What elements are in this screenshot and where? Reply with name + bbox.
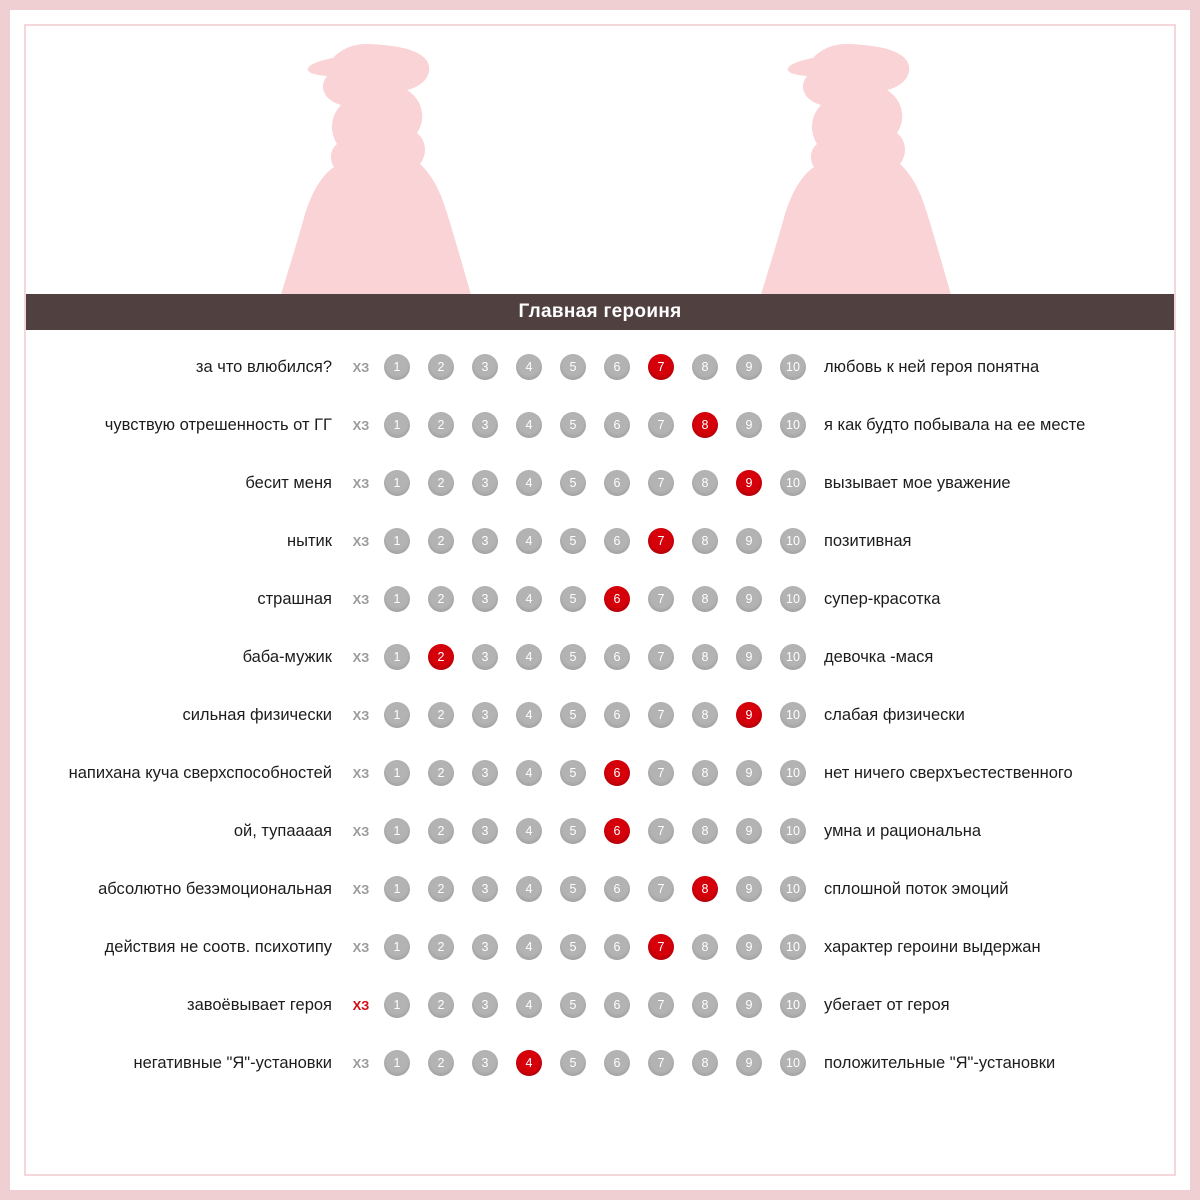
unknown-option[interactable]: ХЗ	[352, 997, 370, 1013]
rating-scale	[378, 702, 806, 728]
rating-scale	[378, 934, 806, 960]
row-label-left: ой, тупаааая	[233, 821, 332, 840]
rating-dot[interactable]: 3	[472, 528, 498, 554]
rating-dot[interactable]: 10	[780, 412, 806, 438]
rating-dot[interactable]: 1	[384, 992, 410, 1018]
rating-row	[26, 1034, 1174, 1092]
rating-dot[interactable]: 9	[736, 934, 762, 960]
rating-dot[interactable]: 7	[648, 586, 674, 612]
rating-dot[interactable]: 9	[736, 818, 762, 844]
rating-dot[interactable]: 2	[428, 818, 454, 844]
rating-dot[interactable]: 9	[736, 992, 762, 1018]
rating-dot[interactable]: 8	[692, 760, 718, 786]
rating-dot[interactable]: 7	[648, 760, 674, 786]
row-label-left: страшная	[257, 589, 332, 608]
rating-dot[interactable]: 4	[516, 876, 542, 902]
rating-dot[interactable]: 8	[692, 1050, 718, 1076]
row-label-right: умна и рациональна	[824, 821, 982, 840]
rating-dot[interactable]: 2	[428, 702, 454, 728]
row-label-left: за что влюбился?	[195, 357, 332, 376]
rating-dot[interactable]: 5	[560, 760, 586, 786]
rating-dot[interactable]: 7	[648, 354, 674, 380]
unknown-option[interactable]: ХЗ	[352, 417, 370, 433]
rating-dot[interactable]: 2	[428, 354, 454, 380]
rating-dot[interactable]: 3	[472, 934, 498, 960]
rating-dot[interactable]: 3	[472, 470, 498, 496]
rating-scale	[378, 412, 806, 438]
rating-dot[interactable]: 4	[516, 818, 542, 844]
rating-scale	[378, 470, 806, 496]
rating-row	[26, 570, 1174, 628]
rating-dot[interactable]: 8	[692, 992, 718, 1018]
rating-dot[interactable]: 3	[472, 876, 498, 902]
rating-dot[interactable]: 5	[560, 934, 586, 960]
rating-dot[interactable]: 5	[560, 586, 586, 612]
rating-dot[interactable]: 6	[604, 470, 630, 496]
rating-dot[interactable]: 9	[736, 586, 762, 612]
unknown-option[interactable]: ХЗ	[352, 591, 370, 607]
row-label-left: завоёвывает героя	[187, 995, 332, 1014]
rating-row	[26, 454, 1174, 512]
row-label-left: абсолютно безэмоциональная	[98, 879, 332, 898]
rating-dot[interactable]: 8	[692, 934, 718, 960]
rating-dot[interactable]: 3	[472, 1050, 498, 1076]
unknown-option[interactable]: ХЗ	[352, 649, 370, 665]
rating-scale	[378, 760, 806, 786]
unknown-option[interactable]: ХЗ	[352, 823, 370, 839]
rating-row	[26, 744, 1174, 802]
rating-dot[interactable]: 6	[604, 412, 630, 438]
row-label-right: нет ничего сверхъестественного	[824, 763, 1073, 782]
rating-dot[interactable]: 8	[692, 644, 718, 670]
row-label-right: девочка -мася	[824, 647, 934, 666]
rating-dot[interactable]: 1	[384, 644, 410, 670]
rating-dot[interactable]: 9	[736, 644, 762, 670]
rating-dot[interactable]: 3	[472, 992, 498, 1018]
rating-dot[interactable]: 10	[780, 644, 806, 670]
rating-dot[interactable]: 2	[428, 412, 454, 438]
rating-dot[interactable]: 10	[780, 992, 806, 1018]
rating-dot[interactable]: 1	[384, 412, 410, 438]
rating-dot[interactable]: 3	[472, 702, 498, 728]
rating-dot[interactable]: 3	[472, 644, 498, 670]
rating-dot[interactable]: 8	[692, 586, 718, 612]
row-label-right: убегает от героя	[824, 995, 950, 1014]
rating-dot[interactable]: 6	[604, 644, 630, 670]
rating-row	[26, 396, 1174, 454]
rating-dot[interactable]: 6	[604, 876, 630, 902]
unknown-option[interactable]: ХЗ	[352, 939, 370, 955]
rating-dot[interactable]: 1	[384, 586, 410, 612]
rating-dot[interactable]: 10	[780, 702, 806, 728]
rating-scale	[378, 992, 806, 1018]
rating-dot[interactable]: 9	[736, 702, 762, 728]
rating-row	[26, 802, 1174, 860]
rating-dot[interactable]: 9	[736, 760, 762, 786]
rating-dot[interactable]: 2	[428, 644, 454, 670]
rating-dot[interactable]: 9	[736, 876, 762, 902]
unknown-option[interactable]: ХЗ	[352, 475, 370, 491]
rating-dot[interactable]: 8	[692, 702, 718, 728]
rating-dot[interactable]: 3	[472, 760, 498, 786]
row-label-left: баба-мужик	[242, 647, 332, 666]
rating-dot[interactable]: 7	[648, 702, 674, 728]
row-label-left: сильная физически	[182, 705, 332, 724]
rating-dot[interactable]: 4	[516, 470, 542, 496]
chart-title-bar	[26, 294, 1174, 330]
rating-scale	[378, 586, 806, 612]
rating-dot[interactable]: 1	[384, 760, 410, 786]
rating-dot[interactable]: 5	[560, 876, 586, 902]
rating-dot[interactable]: 2	[428, 760, 454, 786]
rating-dot[interactable]: 10	[780, 1050, 806, 1076]
rating-row	[26, 976, 1174, 1034]
rating-dot[interactable]: 9	[736, 354, 762, 380]
rating-row	[26, 512, 1174, 570]
rating-dot[interactable]: 10	[780, 470, 806, 496]
rating-dot[interactable]: 7	[648, 992, 674, 1018]
rating-dot[interactable]: 6	[604, 354, 630, 380]
rating-rows	[26, 338, 1174, 1092]
rating-dot[interactable]: 9	[736, 1050, 762, 1076]
rating-row	[26, 628, 1174, 686]
rating-dot[interactable]: 8	[692, 470, 718, 496]
row-label-right: любовь к ней героя понятна	[824, 357, 1040, 376]
unknown-option[interactable]: ХЗ	[352, 533, 370, 549]
rating-scale	[378, 644, 806, 670]
rating-dot[interactable]: 6	[604, 934, 630, 960]
rating-dot[interactable]: 2	[428, 586, 454, 612]
row-label-right: характер героини выдержан	[824, 937, 1041, 956]
unknown-option[interactable]: ХЗ	[352, 765, 370, 781]
rating-dot[interactable]: 3	[472, 354, 498, 380]
rating-dot[interactable]: 6	[604, 992, 630, 1018]
rating-dot[interactable]: 10	[780, 586, 806, 612]
rating-dot[interactable]: 5	[560, 1050, 586, 1076]
rating-dot[interactable]: 8	[692, 876, 718, 902]
rating-dot[interactable]: 5	[560, 470, 586, 496]
rating-dot[interactable]: 10	[780, 876, 806, 902]
rating-row	[26, 860, 1174, 918]
row-label-left: напихана куча сверхспособностей	[68, 763, 332, 782]
rating-dot[interactable]: 10	[780, 818, 806, 844]
rating-dot[interactable]: 10	[780, 934, 806, 960]
rating-dot[interactable]: 10	[780, 760, 806, 786]
row-label-right: сплошной поток эмоций	[824, 879, 1009, 898]
rating-dot[interactable]: 7	[648, 934, 674, 960]
rating-dot[interactable]: 9	[736, 470, 762, 496]
rating-row	[26, 918, 1174, 976]
rating-dot[interactable]: 4	[516, 992, 542, 1018]
unknown-option[interactable]: ХЗ	[352, 1055, 370, 1071]
rating-row	[26, 338, 1174, 396]
rating-dot[interactable]: 2	[428, 934, 454, 960]
rating-dot[interactable]: 7	[648, 528, 674, 554]
rating-dot[interactable]: 4	[516, 354, 542, 380]
rating-dot[interactable]: 3	[472, 412, 498, 438]
rating-dot[interactable]: 1	[384, 818, 410, 844]
rating-dot[interactable]: 5	[560, 818, 586, 844]
rating-dot[interactable]: 5	[560, 412, 586, 438]
rating-dot[interactable]: 1	[384, 934, 410, 960]
rating-scale	[378, 528, 806, 554]
rating-dot[interactable]: 3	[472, 818, 498, 844]
rating-row	[26, 686, 1174, 744]
rating-dot[interactable]: 1	[384, 702, 410, 728]
rating-scale	[378, 1050, 806, 1076]
rating-dot[interactable]: 2	[428, 1050, 454, 1076]
row-label-right: вызывает мое уважение	[824, 473, 1011, 492]
rating-dot[interactable]: 6	[604, 528, 630, 554]
rating-scale	[378, 876, 806, 902]
rating-dot[interactable]: 3	[472, 586, 498, 612]
row-label-left: нытик	[287, 531, 332, 550]
rating-dot[interactable]: 8	[692, 528, 718, 554]
row-label-right: я как будто побывала на ее месте	[824, 415, 1086, 434]
unknown-option[interactable]: ХЗ	[352, 707, 370, 723]
rating-dot[interactable]: 1	[384, 1050, 410, 1076]
rating-dot[interactable]: 8	[692, 354, 718, 380]
row-label-left: бесит меня	[245, 473, 332, 492]
rating-scale	[378, 354, 806, 380]
rating-dot[interactable]: 7	[648, 1050, 674, 1076]
row-label-left: чувствую отрешенность от ГГ	[104, 415, 332, 434]
rating-dot[interactable]: 10	[780, 528, 806, 554]
rating-dot[interactable]: 7	[648, 412, 674, 438]
rating-dot[interactable]: 1	[384, 528, 410, 554]
unknown-option[interactable]: ХЗ	[352, 881, 370, 897]
silhouette-group	[26, 26, 1174, 316]
rating-dot[interactable]: 5	[560, 354, 586, 380]
rating-dot[interactable]: 6	[604, 1050, 630, 1076]
row-label-left: негативные "Я"-установки	[133, 1053, 332, 1072]
rating-dot[interactable]: 7	[648, 470, 674, 496]
row-label-right: супер-красотка	[824, 589, 941, 608]
rating-dot[interactable]: 7	[648, 876, 674, 902]
rating-dot[interactable]: 5	[560, 702, 586, 728]
rating-dot[interactable]: 6	[604, 586, 630, 612]
rating-dot[interactable]: 9	[736, 412, 762, 438]
rating-dot[interactable]: 10	[780, 354, 806, 380]
rating-dot[interactable]: 2	[428, 528, 454, 554]
row-label-right: слабая физически	[824, 705, 965, 724]
row-label-right: позитивная	[824, 531, 912, 550]
rating-dot[interactable]: 6	[604, 818, 630, 844]
rating-dot[interactable]: 6	[604, 702, 630, 728]
rating-dot[interactable]: 7	[648, 644, 674, 670]
rating-dot[interactable]: 4	[516, 934, 542, 960]
rating-dot[interactable]: 2	[428, 470, 454, 496]
rating-dot[interactable]: 4	[516, 586, 542, 612]
rating-dot[interactable]: 1	[384, 470, 410, 496]
rating-dot[interactable]: 2	[428, 876, 454, 902]
rating-dot[interactable]: 7	[648, 818, 674, 844]
unknown-option[interactable]: ХЗ	[352, 359, 370, 375]
rating-dot[interactable]: 5	[560, 644, 586, 670]
heroine-silhouette-right	[751, 36, 961, 311]
rating-dot[interactable]: 1	[384, 354, 410, 380]
rating-dot[interactable]: 4	[516, 644, 542, 670]
rating-dot[interactable]: 4	[516, 412, 542, 438]
rating-dot[interactable]: 1	[384, 876, 410, 902]
rating-dot[interactable]: 6	[604, 760, 630, 786]
rating-dot[interactable]: 2	[428, 992, 454, 1018]
content-area	[26, 26, 1174, 1174]
rating-dot[interactable]: 9	[736, 528, 762, 554]
rating-scale	[378, 818, 806, 844]
rating-dot[interactable]: 4	[516, 702, 542, 728]
rating-dot[interactable]: 8	[692, 412, 718, 438]
rating-dot[interactable]: 5	[560, 528, 586, 554]
row-label-left: действия не соотв. психотипу	[104, 937, 332, 956]
rating-dot[interactable]: 5	[560, 992, 586, 1018]
rating-dot[interactable]: 4	[516, 1050, 542, 1076]
page-title: Главная героиня	[518, 301, 682, 322]
rating-dot[interactable]: 4	[516, 528, 542, 554]
heroine-silhouette-left	[271, 36, 481, 311]
rating-dot[interactable]: 4	[516, 760, 542, 786]
rating-dot[interactable]: 8	[692, 818, 718, 844]
row-label-right: положительные "Я"-установки	[824, 1053, 1056, 1072]
